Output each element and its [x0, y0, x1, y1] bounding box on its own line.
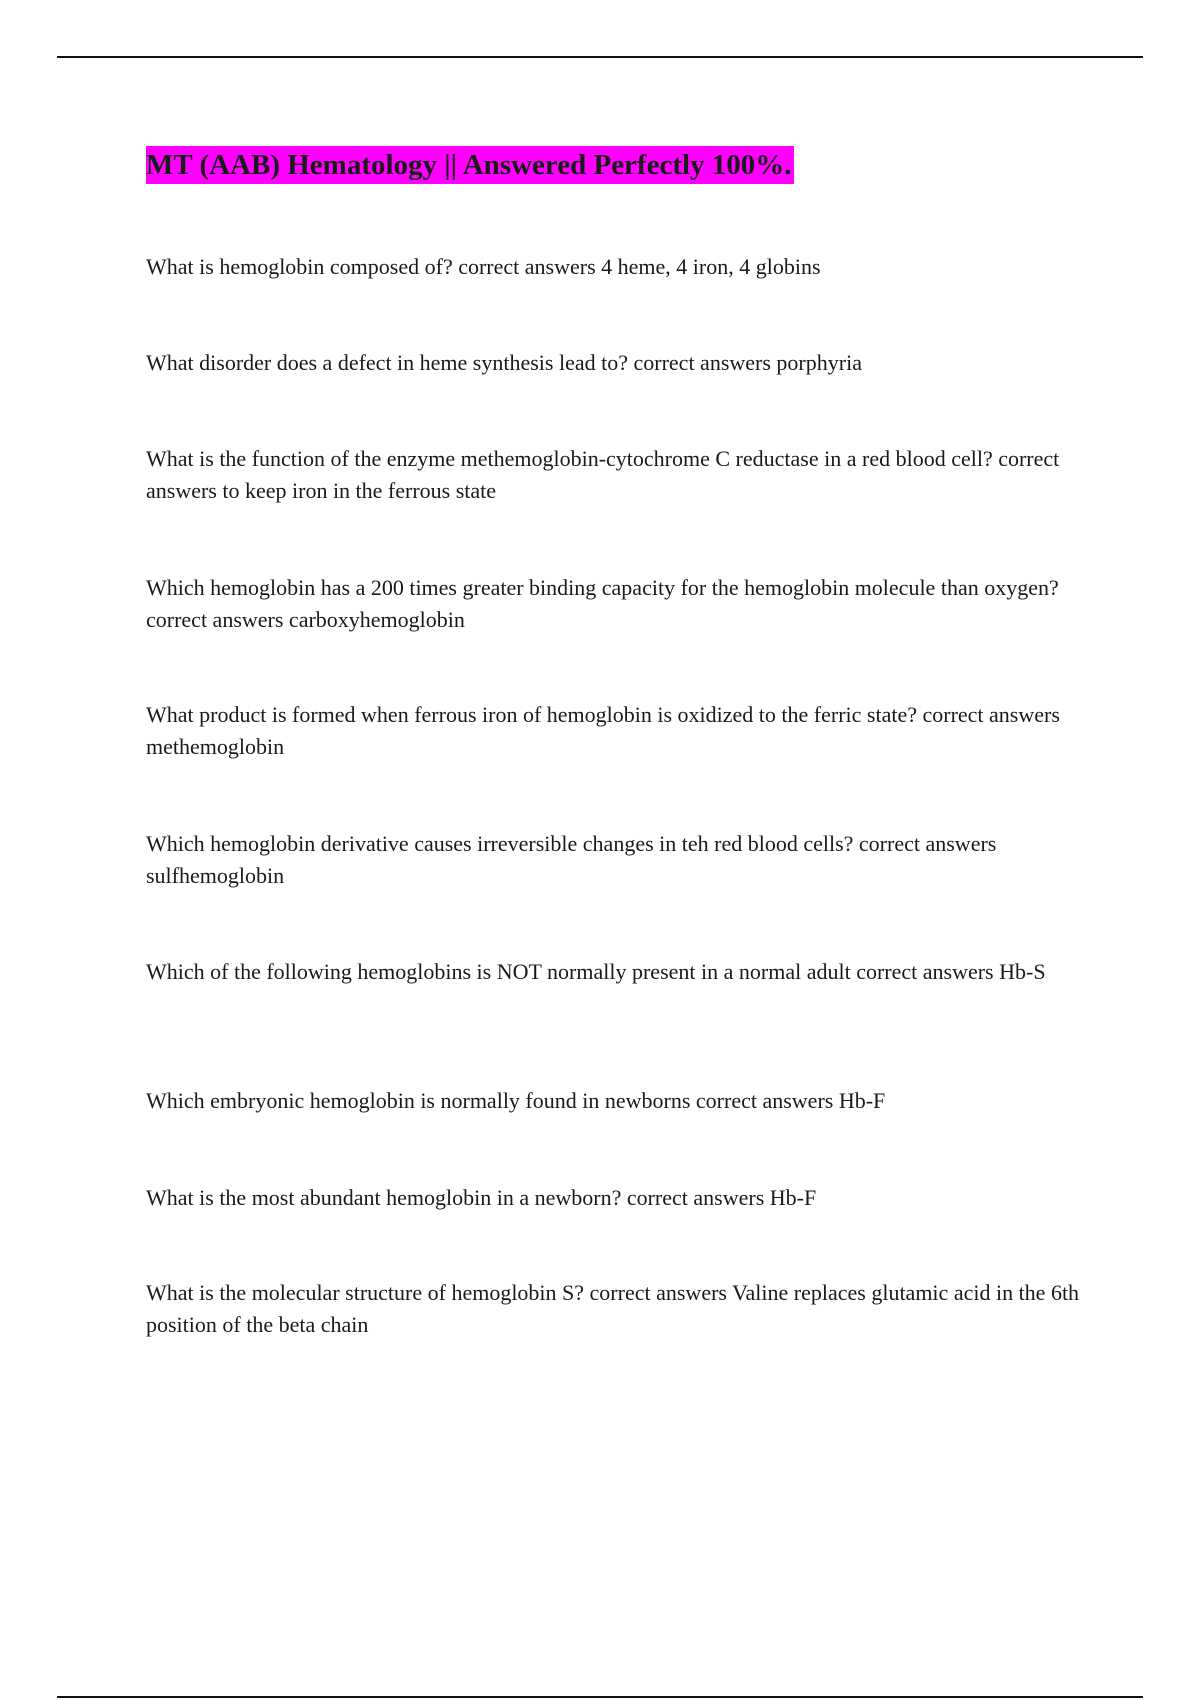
qa-item: Which embryonic hemoglobin is normally found in newborns correct answers Hb-F [146, 1088, 886, 1113]
qa-item: What is hemoglobin composed of? correct answers 4 heme, 4 iron, 4 globins [146, 254, 821, 279]
title-block [146, 146, 794, 184]
qa-item: Which of the following hemoglobins is NOT normally present in a normal adult correct answers Hb-S [146, 959, 1046, 984]
qa-item: Which hemoglobin has a 200 times greater binding capacity for the hemoglobin molecule than oxygen? correct answers carboxyhemoglobin [146, 575, 1059, 632]
qa-item: What product is formed when ferrous iron of hemoglobin is oxidized to the ferric state? correct answers methemoglobin [146, 702, 1060, 759]
qa-item: Which hemoglobin derivative causes irreversible changes in teh red blood cells? correct answers sulfhemoglobin [146, 831, 997, 888]
top-divider [57, 56, 1143, 58]
qa-item: What is the molecular structure of hemoglobin S? correct answers Valine replaces glutamic acid in the 6th position of the beta chain [146, 1280, 1080, 1337]
qa-item: What is the most abundant hemoglobin in a newborn? correct answers Hb-F [146, 1185, 817, 1210]
qa-item: What disorder does a defect in heme synthesis lead to? correct answers porphyria [146, 350, 862, 375]
bottom-divider [57, 1696, 1143, 1698]
qa-item: What is the function of the enzyme methemoglobin-cytochrome C reductase in a red blood cell? correct answers to keep iron in the ferrous state [146, 446, 1060, 503]
document-title: MT (AAB) Hematology || Answered Perfectly 100%. [146, 146, 794, 184]
